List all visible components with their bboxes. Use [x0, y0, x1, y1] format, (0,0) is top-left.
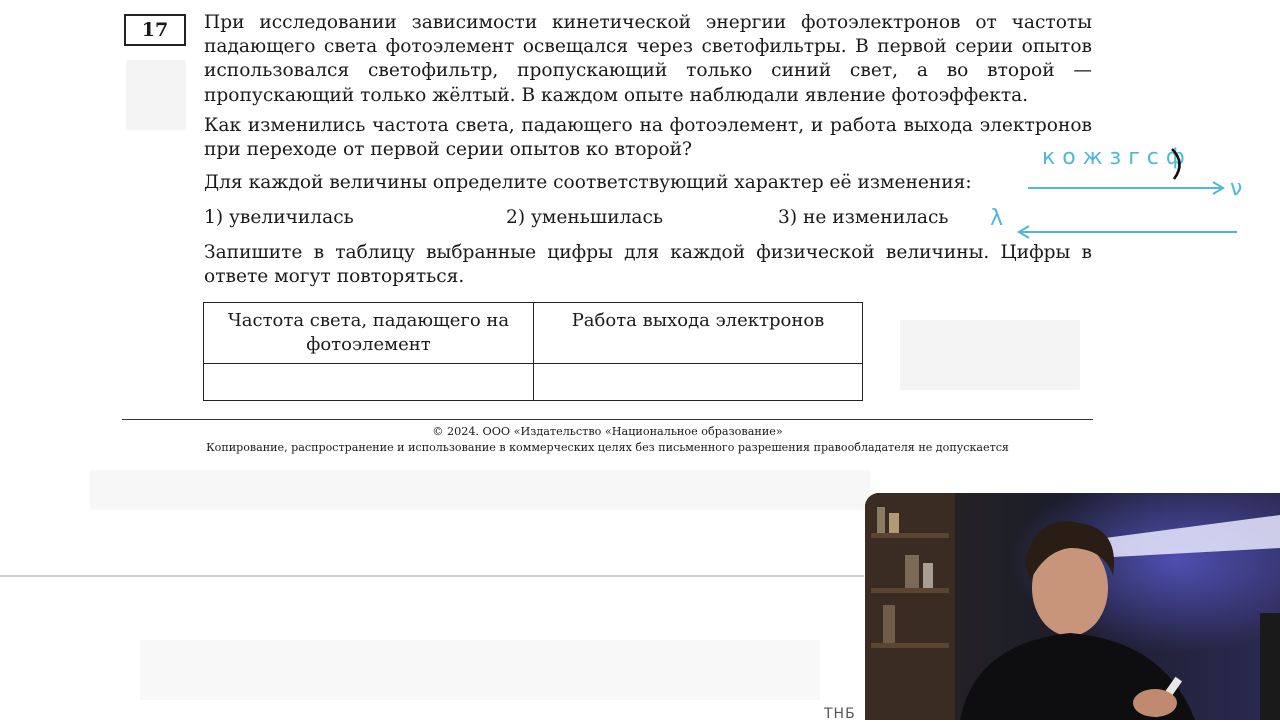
answer-cell-frequency[interactable]: [204, 364, 534, 401]
header-frequency: Частота света, падающего на фотоэлемент: [204, 303, 534, 364]
overlay-caption: ТНБ: [824, 706, 856, 722]
answer-table-header-row: [204, 303, 863, 364]
question-text-prompt: Как изменились частота света, падающего на фотоэлемент, и работа выхода электронов при переходе от первой серии опытов ко второй?: [204, 115, 1092, 161]
copyright-line: © 2024. ООО «Издательство «Национальное образование»: [432, 425, 783, 438]
copyright-notice: Копирование, распространение и использование в коммерческих целях без письменного разрешения правообладателя не допускается: [206, 441, 1009, 454]
webcam-overlay: [865, 493, 1280, 720]
option-increased: 1) увеличилась: [204, 207, 354, 228]
answer-table: [203, 302, 863, 401]
answer-cell-work-function[interactable]: [534, 364, 863, 401]
page-divider: [0, 575, 864, 577]
footer-divider: [122, 419, 1093, 420]
lambda-label: λ: [990, 206, 1004, 231]
webcam-video: [865, 493, 1280, 720]
question-text-answer-instruction: Запишите в таблицу выбранные цифры для каждой физической величины. Цифры в ответе могут повторяться.: [204, 242, 1092, 288]
question-number: 17: [124, 14, 186, 46]
ghost-block: [90, 470, 870, 510]
handwritten-annotation: [980, 135, 1250, 245]
nu-label: ν: [1230, 176, 1243, 201]
answer-table-input-row: [204, 364, 863, 401]
spectrum-letters: к о ж з г с ф: [1042, 145, 1185, 170]
option-decreased: 2) уменьшилась: [506, 207, 664, 228]
header-work-function: Работа выхода электронов: [534, 303, 863, 364]
person-hand: [1133, 689, 1177, 717]
option-unchanged: 3) не изменилась: [778, 207, 949, 228]
ghost-block: [900, 320, 1080, 390]
ghost-block: [140, 640, 820, 700]
ghost-block: [126, 60, 186, 130]
question-text-intro: При исследовании зависимости кинетической энергии фотоэлектронов от частоты падающего света фотоэлемент освещался через светофильтры. В первой серии опытов использовался светофильтр, пропускающий только синий свет, а во второй — пропускающий только жёлтый. В каждом опыте наблюдали явление фотоэффекта.: [204, 12, 1092, 106]
question-text-instruction: Для каждой величины определите соответствующий характер её изменения:: [204, 172, 972, 193]
